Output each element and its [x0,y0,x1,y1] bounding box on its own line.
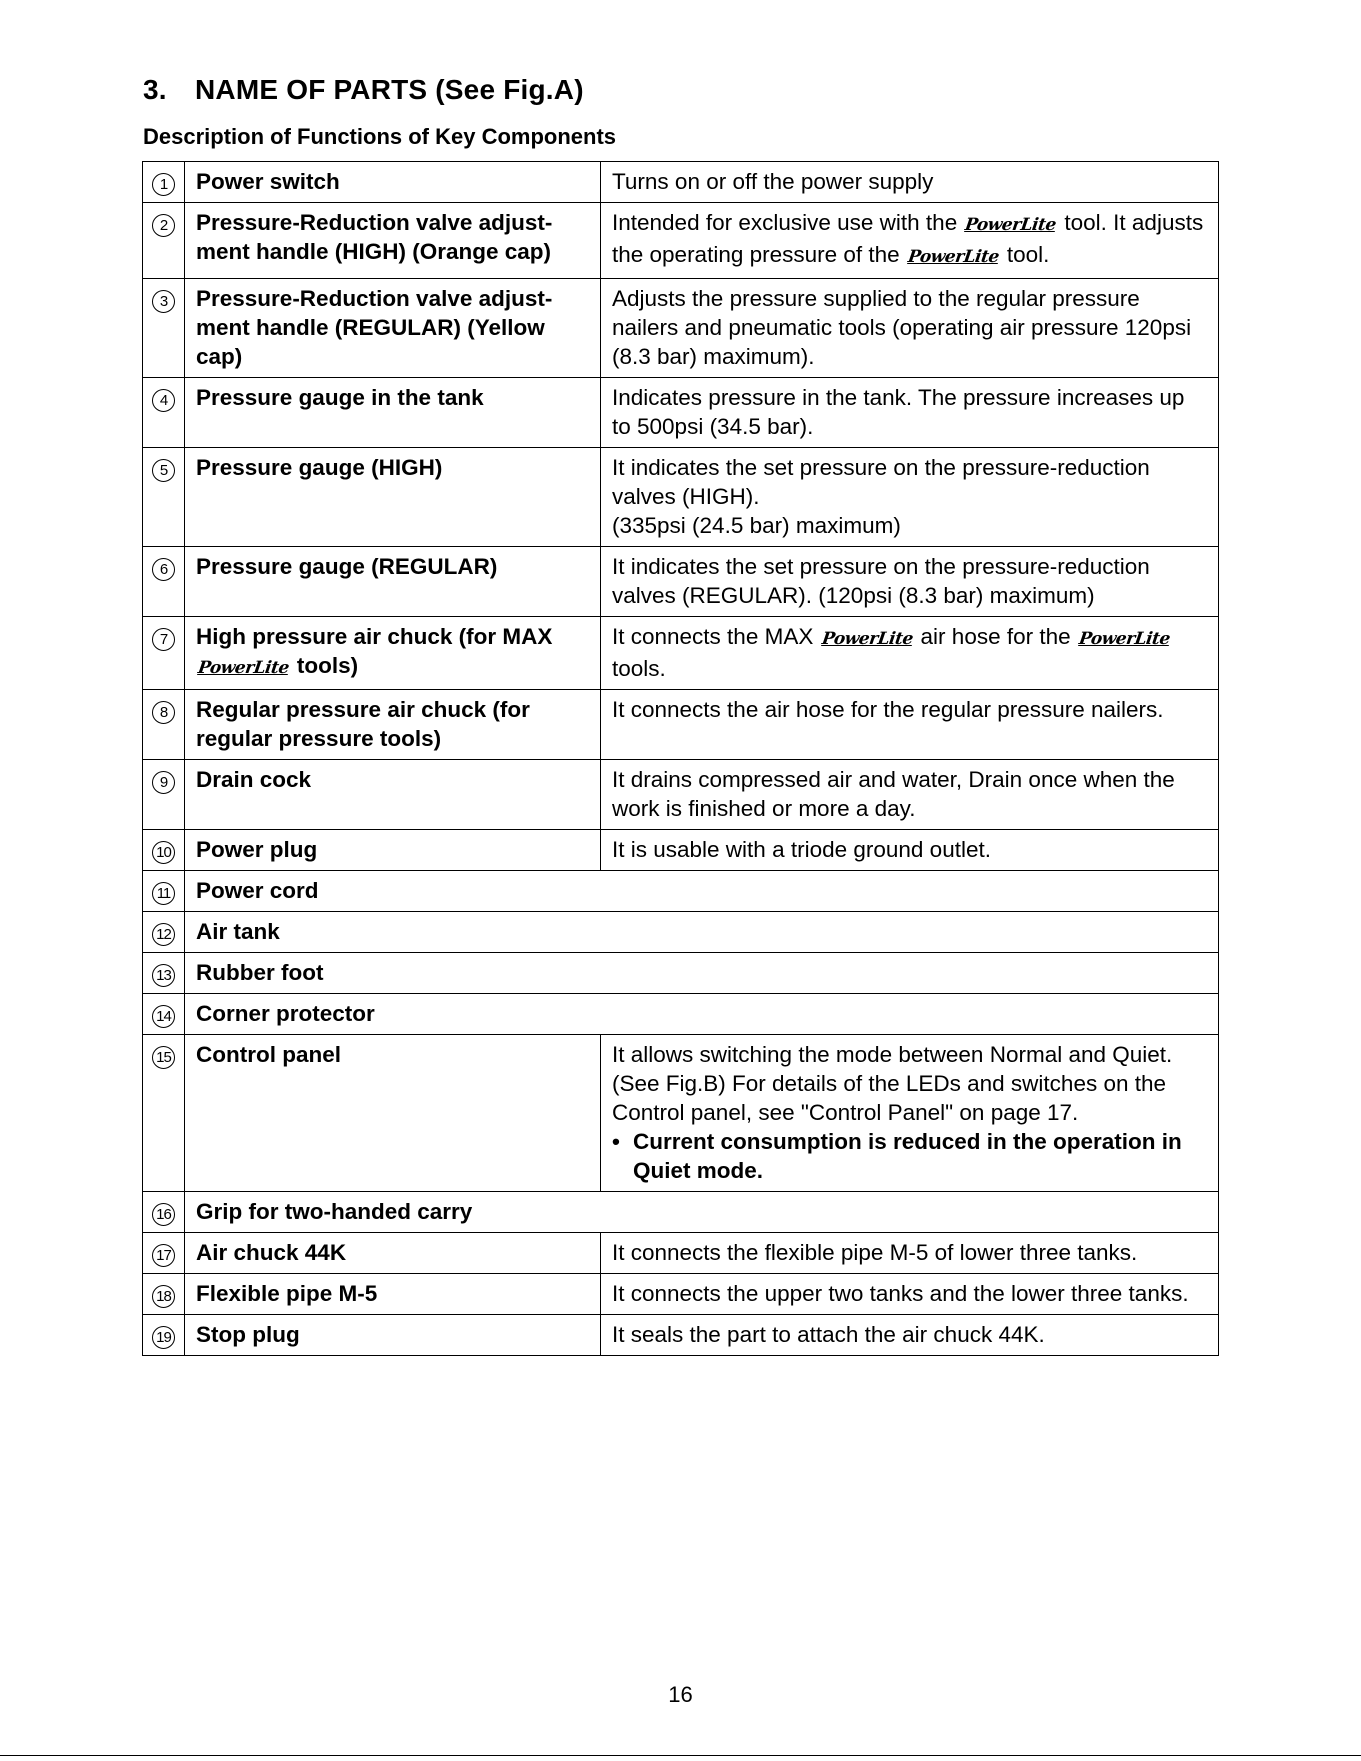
section-number: 3. [143,74,167,105]
item-number: 18 [152,1285,175,1308]
powerlite-logo: PowerLite [906,247,1001,267]
part-name: Grip for two-handed carry [185,1192,1219,1233]
item-number: 15 [152,1046,175,1069]
part-name: Corner protector [185,994,1219,1035]
table-row [143,953,1219,994]
table-row [143,448,1219,547]
page-number: 16 [668,1682,693,1707]
table-row [143,994,1219,1035]
part-description: It indicates the set pressure on the pressure-reduction valves (REGULAR). (120psi (8.3 bar) maximum) [601,547,1219,617]
part-name: Stop plug [185,1315,601,1356]
table-row [143,1192,1219,1233]
bullet-note: • Current consumption is reduced in the operation in Quiet mode. [612,1129,1182,1183]
part-name: Power cord [185,871,1219,912]
part-name: Drain cock [185,760,601,830]
part-description: It indicates the set pressure on the pressure-reduction valves (HIGH). (335psi (24.5 bar) maximum) [601,448,1219,547]
table-row [143,378,1219,448]
part-description: It is usable with a triode ground outlet. [601,830,1219,871]
part-description: Turns on or off the power supply [601,162,1219,203]
item-number: 4 [152,389,175,412]
item-number: 14 [152,1005,175,1028]
part-name: Flexible pipe M-5 [185,1274,601,1315]
item-number: 17 [152,1244,175,1267]
powerlite-logo: PowerLite [964,215,1058,235]
item-number: 9 [152,771,175,794]
part-description: It connects the upper two tanks and the lower three tanks. [601,1274,1219,1315]
table-row [143,1274,1219,1315]
table-row [143,1035,1219,1192]
item-number: 2 [152,214,175,237]
part-name: High pressure air chuck (for MAX PowerLite tools) [185,617,601,690]
item-number: 7 [152,628,175,651]
bullet-icon: • [612,1129,620,1154]
parts-table [142,161,1219,1356]
part-name: Rubber foot [185,953,1219,994]
table-row [143,203,1219,279]
part-name: Pressure gauge (REGULAR) [185,547,601,617]
part-description: Indicates pressure in the tank. The pressure increases up to 500psi (34.5 bar). [601,378,1219,448]
item-number: 3 [152,290,175,313]
part-name: Air chuck 44K [185,1233,601,1274]
part-name: Power plug [185,830,601,871]
section-title-text: NAME OF PARTS (See Fig.A) [195,74,584,105]
powerlite-logo: PowerLite [820,629,914,649]
part-description: It drains compressed air and water, Drain once when the work is finished or more a day. [601,760,1219,830]
table-row [143,162,1219,203]
part-description: It connects the flexible pipe M-5 of lower three tanks. [601,1233,1219,1274]
table-row [143,871,1219,912]
item-number: 13 [152,964,175,987]
part-name: Control panel [185,1035,601,1192]
powerlite-logo: PowerLite [1077,629,1172,649]
table-row [143,912,1219,953]
part-name: Pressure gauge in the tank [185,378,601,448]
part-name: Regular pressure air chuck (for regular pressure tools) [185,690,601,760]
table-row [143,617,1219,690]
item-number: 16 [152,1203,175,1226]
item-number: 1 [152,173,175,196]
table-row [143,830,1219,871]
part-name: Pressure-Reduction valve adjust-ment handle (HIGH) (Orange cap) [185,203,601,279]
item-number: 8 [152,701,175,724]
table-row [143,690,1219,760]
item-number: 10 [152,841,175,864]
item-number: 11 [152,882,175,905]
part-description: It connects the MAX PowerLite air hose for the PowerLite tools. [601,617,1219,690]
part-description: It connects the air hose for the regular pressure nailers. [601,690,1219,760]
subtitle: Description of Functions of Key Components [143,124,617,149]
section-title [143,74,584,106]
table-row [143,760,1219,830]
part-description: It seals the part to attach the air chuck 44K. [601,1315,1219,1356]
bottom-divider [0,1755,1361,1756]
part-name: Pressure gauge (HIGH) [185,448,601,547]
item-number: 19 [152,1326,175,1349]
part-name: Power switch [185,162,601,203]
part-description: Adjusts the pressure supplied to the regular pressure nailers and pneumatic tools (operating air pressure 120psi (8.3 bar) maximum). [601,279,1219,378]
table-row [143,279,1219,378]
item-number: 6 [152,558,175,581]
item-number: 5 [152,459,175,482]
part-name: Air tank [185,912,1219,953]
part-description: It allows switching the mode between Normal and Quiet. (See Fig.B) For details of the LEDs and switches on the Control panel, see "Control Panel" on page 17. • Current consumption is reduced in the operation in Quiet mode. [601,1035,1219,1192]
part-description: Intended for exclusive use with the PowerLite tool. It adjusts the operating pressure of the PowerLite tool. [601,203,1219,279]
item-number: 12 [152,923,175,946]
powerlite-logo: PowerLite [196,658,291,678]
table-row [143,1315,1219,1356]
table-row [143,1233,1219,1274]
table-row [143,547,1219,617]
part-name: Pressure-Reduction valve adjust-ment handle (REGULAR) (Yellow cap) [185,279,601,378]
